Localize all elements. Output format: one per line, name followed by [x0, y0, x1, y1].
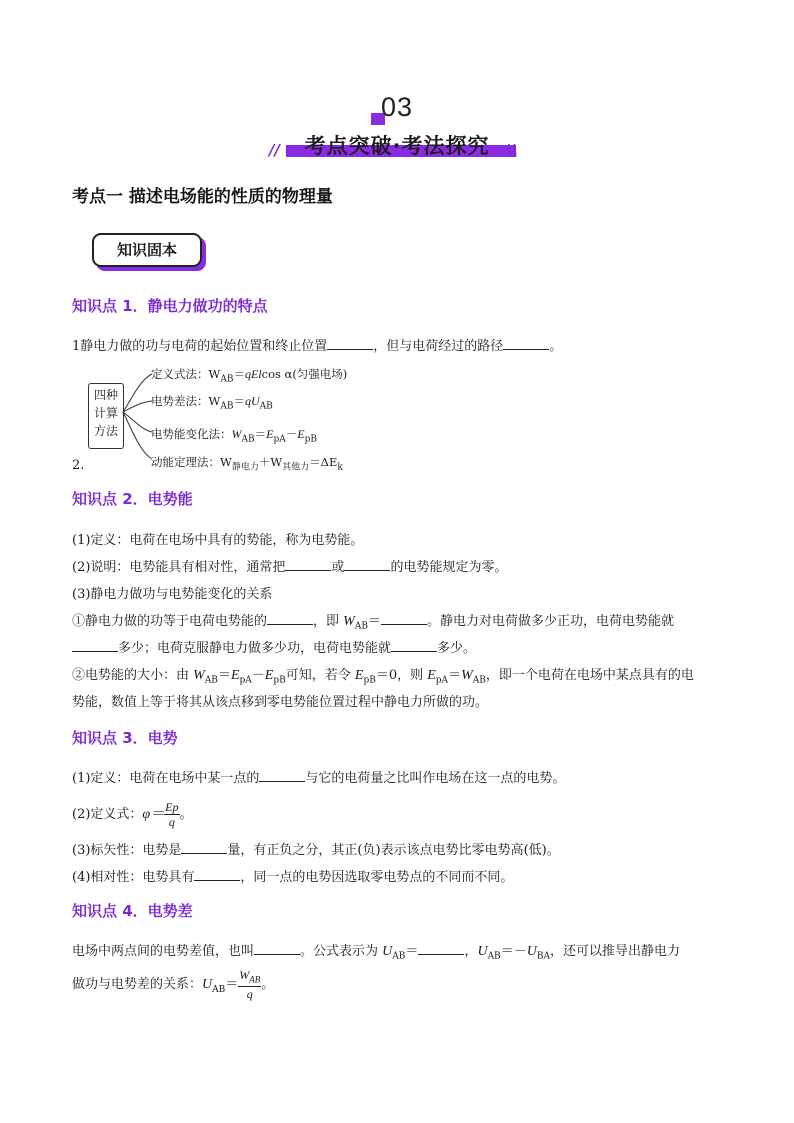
knowledge-point-1-title: 知识点 1．静电力做功的特点 [72, 297, 268, 315]
section-title: 考点突破·考法探究 [304, 134, 490, 158]
blank [391, 637, 437, 652]
blank [285, 556, 331, 571]
kp2-relation-1-cont: 多少；电荷克服静电力做多少功，电荷电势能就 多少。 [72, 635, 722, 662]
blank [254, 940, 300, 955]
section-number: 03 [380, 92, 414, 122]
blank [259, 767, 305, 782]
blank [194, 866, 240, 881]
kp4-line-2: 做功与电势差的关系：$U_{AB}=$ $\frac{W_{AB}}{q}$ 。 [72, 968, 275, 1002]
blank [327, 335, 373, 350]
kp2-relation-2-cont: 势能，数值上等于将其从该点移到零电势能位置过程中静电力所做的功。 [72, 695, 489, 710]
kp2-relation-2: ②电势能的大小：由 $W_{AB}=E_{pA}-E_{pB}$可知，若令 $E_{pB}=0$，则 $E_{pA}=W_{AB}$，即一个电荷在电场中某点具有的电 [72, 668, 694, 686]
kp2-definition: (1)定义：电荷在电场中具有的势能，称为电势能。 [72, 533, 364, 548]
kp2-relation-heading: (3)静电力做功与电势能变化的关系 [72, 587, 273, 602]
four-methods-box: 四种 计算 方法 [88, 383, 124, 449]
blank [267, 610, 313, 625]
knowledge-badge: 知识固本 [92, 233, 202, 267]
blank [344, 556, 390, 571]
kaodian-heading: 考点一 描述电场能的性质的物理量 [72, 187, 333, 207]
kp3-relativity: (4)相对性：电势具有 ，同一点的电势因选取零电势点的不同而不同。 [72, 864, 722, 891]
kp2-note: (2)说明：电势能具有相对性，通常把 或 的电势能规定为零。 [72, 554, 722, 581]
fraction-ep-over-q: $\frac{Ep}{q}$ [165, 800, 179, 829]
knowledge-point-2-title: 知识点 2．电势能 [72, 490, 193, 508]
kp3-scalar: (3)标矢性：电势是 量，有正负之分，其正(负)表示该点电势比零电势高(低)。 [72, 837, 722, 864]
left-slash-decoration: // [269, 141, 280, 159]
kp3-formula: (2)定义式：φ＝ $\frac{Ep}{q}$ 。 [72, 800, 193, 829]
kp1-line-1: 1静电力做的功与电荷的起始位置和终止位置 ，但与电荷经过的路径 。 [72, 333, 722, 360]
method-potential-difference: 电势差法：$W_{AB}=qU_{AB}$ [151, 394, 273, 412]
right-slash-decoration: \\ [507, 141, 518, 159]
kp2-relation-1: ①静电力做的功等于电荷电势能的 ，即 $W_{AB}=$ 。静电力对电荷做多少正功，电荷电势能就 [72, 608, 722, 641]
method-definition: 定义式法：$W_{AB}=qElcos$ α(匀强电场) [151, 367, 348, 385]
kp4-line-1: 电场中两点间的电势差值，也叫 。公式表示为 $U_{AB}=$ ，$U_{AB}=-U_{BA}$，还可以推导出静电力 [72, 938, 722, 971]
method-kinetic-energy-theorem: 动能定理法：$W_{静电力}+W_{其他力}=\Delta E_k$ [151, 455, 343, 473]
blank [72, 637, 118, 652]
kp1-item-2: 2. [72, 458, 85, 473]
blank [381, 610, 427, 625]
fraction-wab-over-q: $\frac{W_{AB}}{q}$ [239, 968, 261, 1002]
kp3-definition: (1)定义：电荷在电场中某一点的 与它的电荷量之比叫作电场在这一点的电势。 [72, 765, 722, 792]
blank [503, 335, 549, 350]
blank [181, 839, 227, 854]
knowledge-point-3-title: 知识点 3．电势 [72, 729, 178, 747]
blank [418, 940, 464, 955]
method-potential-energy-change: 电势能变化法：$W_{AB}=E_{pA}-E_{pB}$ [151, 427, 317, 445]
knowledge-point-4-title: 知识点 4．电势差 [72, 902, 193, 920]
